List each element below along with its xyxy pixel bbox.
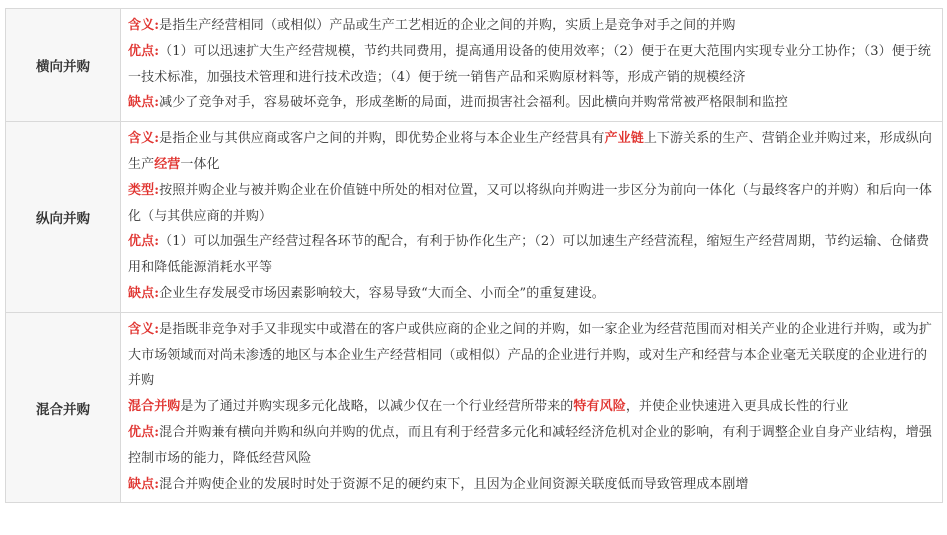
- item-key: 缺点:: [128, 476, 160, 492]
- item-text: 混合并购兼有横向并购和纵向并购的优点，而且有利于经营多元化和减轻经济危机对企业的影响，有利于调整企业自身产业结构，增强控制市场的能力，降低经营风险: [128, 424, 933, 466]
- item-text: 是指既非竞争对手又非现实中或潜在的客户或供应商的企业之间的并购，如一家企业为经营范围而对相关产业的企业进行并购，或为扩大市场领域而对尚未渗透的地区与本企业生产经营相同（或相似）产品的企业进行并购，或对生产和经营与本企业毫无关联度的企业进行的并购: [128, 321, 933, 389]
- item-key: 类型:: [128, 182, 160, 198]
- row-title: 横向并购: [6, 9, 121, 122]
- item-text: 是指生产经营相同（或相似）产品或生产工艺相近的企业之间的并购，实质上是竞争对手之间的并购: [159, 18, 736, 33]
- item-text: 上下游关系的生产、营销企业并购过来，形成纵向生产: [128, 131, 933, 172]
- highlight-term: 特有风险: [573, 399, 626, 415]
- row-title: 纵向并购: [6, 122, 121, 313]
- content-item: [128, 13, 936, 39]
- row-title: 混合并购: [6, 312, 121, 503]
- item-key: 含义:: [128, 321, 160, 337]
- content-item: [128, 420, 936, 472]
- highlight-term: 产业链: [604, 131, 644, 147]
- item-text: （1）可以迅速扩大生产经营规模，节约共同费用，提高通用设备的使用效率；（2）便于在更大范围内实现专业分工协作；（3）便于统一技术标准，加强技术管理和进行技术改造；（4）便于统一销售产品和采购原材料等，形成产销的规模经济: [128, 43, 932, 85]
- merger-types-table: [5, 8, 943, 503]
- content-item: [128, 394, 936, 420]
- content-item: [128, 229, 936, 281]
- item-text: （1）可以加强生产经营过程各环节的配合，有利于协作化生产；（2）可以加速生产经营流程，缩短生产经营周期，节约运输、仓储费用和降低能源消耗水平等: [128, 234, 930, 276]
- table-row: [6, 122, 943, 313]
- item-text: 按照并购企业与被并购企业在价值链中所处的相对位置，又可以将纵向并购进一步区分为前向一体化（与最终客户的并购）和后向一体化（与其供应商的并购）: [128, 182, 933, 224]
- content-item: [128, 317, 936, 394]
- item-key: 优点:: [128, 234, 160, 250]
- item-text: ，并使企业快速进入更具成长性的行业: [625, 399, 849, 415]
- content-item: [128, 90, 936, 116]
- item-key: 缺点:: [128, 95, 160, 111]
- table-row: [6, 9, 943, 122]
- content-item: [128, 178, 936, 230]
- item-key: 含义:: [128, 131, 160, 147]
- item-key: 缺点:: [128, 285, 160, 301]
- item-text: 混合并购使企业的发展时时处于资源不足的硬约束下，且因为企业间资源关联度低而导致管理成本剧增: [159, 476, 749, 492]
- row-content: [121, 312, 943, 503]
- row-content: [121, 122, 943, 313]
- item-key: 含义:: [128, 18, 160, 33]
- item-text: 一体化: [180, 156, 220, 172]
- content-item: [128, 126, 936, 178]
- content-item: [128, 39, 936, 91]
- item-key: 优点:: [128, 43, 160, 59]
- table-row: [6, 312, 943, 503]
- item-text: 是为了通过并购实现多元化战略，以减少仅在一个行业经营所带来的: [180, 399, 574, 415]
- row-content: [121, 9, 943, 122]
- highlight-term: 经营: [154, 156, 181, 172]
- content-item: [128, 472, 936, 498]
- item-key: 优点:: [128, 424, 160, 440]
- item-text: 是指企业与其供应商或客户之间的并购，即优势企业将与本企业生产经营具有: [159, 131, 605, 147]
- content-item: [128, 281, 936, 307]
- table-body: [6, 9, 943, 503]
- item-key: 混合并购: [128, 399, 181, 415]
- item-text: 企业生存发展受市场因素影响较大，容易导致“大而全、小而全”的重复建设。: [159, 285, 605, 301]
- item-text: 减少了竞争对手，容易破坏竞争，形成垄断的局面，进而损害社会福利。因此横向并购常常被严格限制和监控: [159, 95, 788, 111]
